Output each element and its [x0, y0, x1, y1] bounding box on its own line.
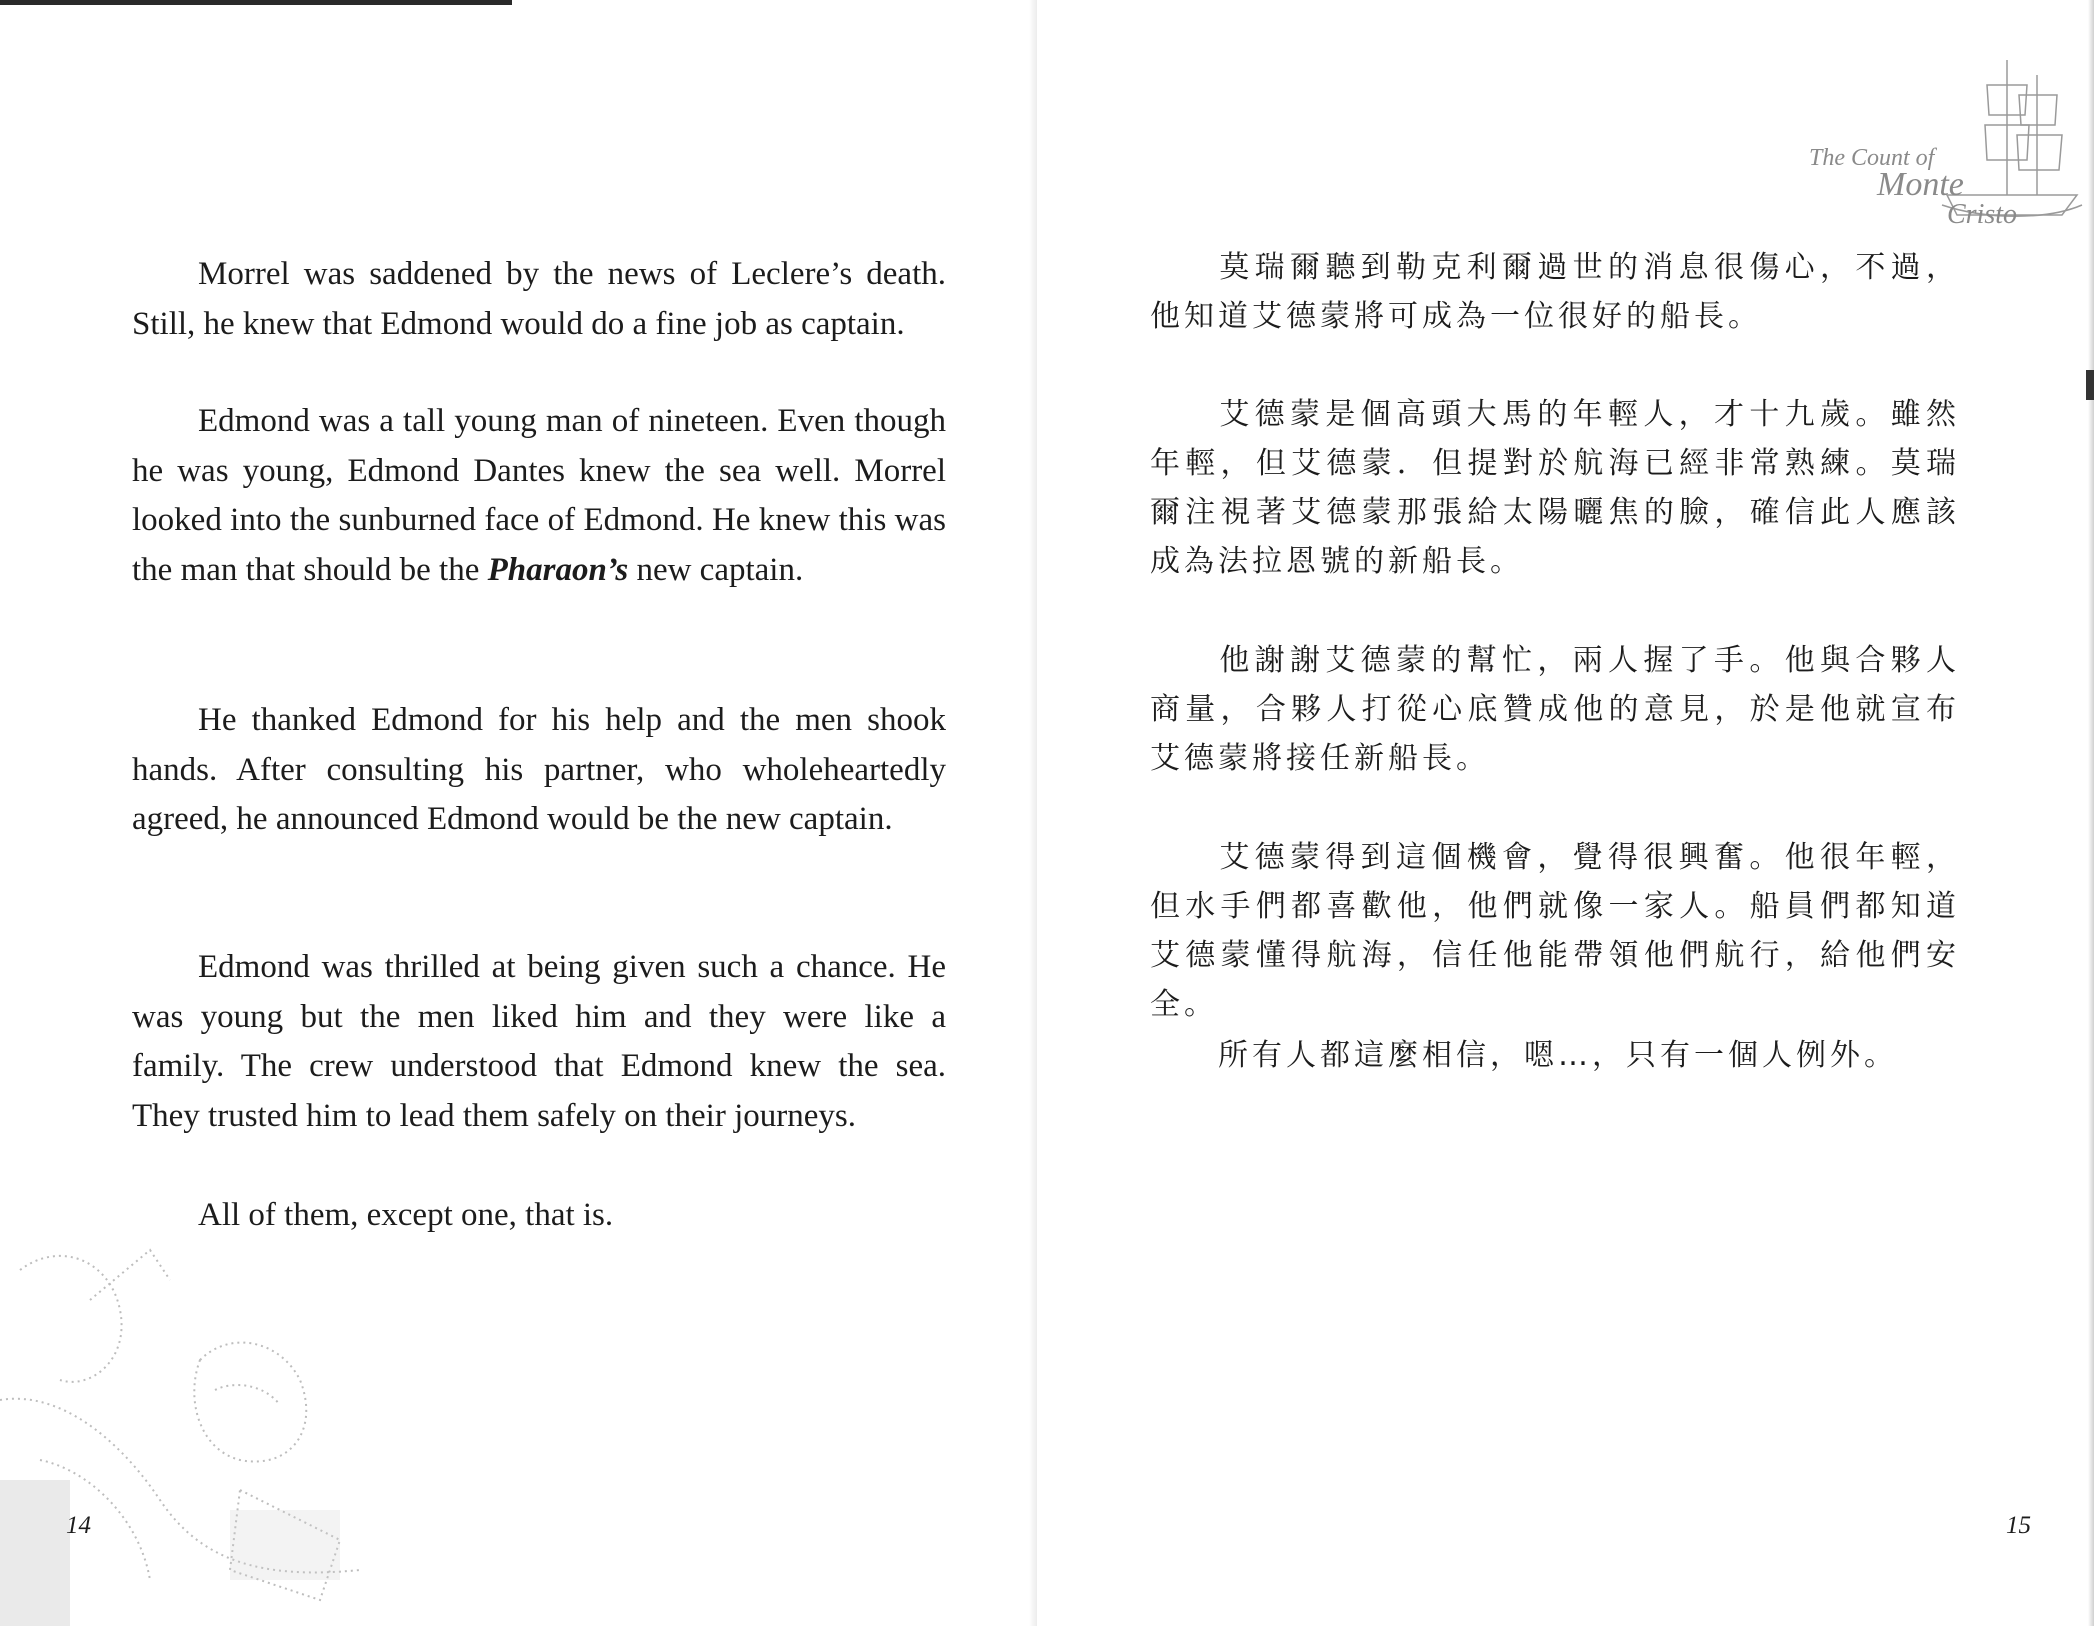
- left-paragraph-3: He thanked Edmond for his help and the men shook hands. After consulting his partner, who wholeheartedly agreed, he announced Edmond would be the new captain.: [132, 702, 946, 837]
- page-number-left: 14: [66, 1512, 91, 1539]
- left-paragraph-2: Edmond was a tall young man of nineteen. Even though he was young, Edmond Dantes knew the sea well. Morrel looked into the sunburned face of Edmond. He knew this was the man that should be the Pharaon’s new captain.: [132, 403, 946, 588]
- left-paragraph-4: Edmond was thrilled at being given such a chance. He was young but the men liked him and they were like a family. The crew understood that Edmond knew the sea. They trusted him to lead them safely on their journeys.: [132, 949, 946, 1134]
- top-rule: [0, 0, 512, 5]
- page-number-right: 15: [2006, 1512, 2031, 1539]
- svg-text:Cristo: Cristo: [1947, 199, 2018, 230]
- left-paragraph-1: Morrel was saddened by the news of Leclere’s death. Still, he knew that Edmond would do a fine job as captain.: [132, 256, 946, 342]
- right-paragraph-3: 他謝謝艾德蒙的幫忙，兩人握了手。他與合夥人商量，合夥人打從心底贊成他的意見，於是他就宣布艾德蒙將接任新船長。: [1150, 643, 1960, 776]
- right-page: [1037, 0, 2094, 1626]
- right-paragraph-2: 艾德蒙是個高頭大馬的年輕人，才十九歲。雖然年輕，但艾德蒙．但提對於航海已經非常熟練。莫瑞爾注視著艾德蒙那張給太陽曬焦的臉，確信此人應該成為法拉恩號的新船長。: [1150, 397, 1960, 579]
- right-paragraph-1: 莫瑞爾聽到勒克利爾過世的消息很傷心，不過，他知道艾德蒙將可成為一位很好的船長。: [1150, 250, 1960, 334]
- left-page: [0, 0, 1037, 1626]
- svg-text:Monte: Monte: [1877, 166, 1964, 203]
- ship-name: Pharaon’s: [487, 551, 629, 588]
- page-edge-shadow: [2088, 0, 2094, 1626]
- right-paragraph-4: 艾德蒙得到這個機會，覺得很興奮。他很年輕，但水手們都喜歡他，他們就像一家人。船員們都知道艾德蒙懂得航海，信任他能帶領他們航行，給他們安全。: [1150, 840, 1960, 1022]
- series-logo: [1757, 55, 2087, 230]
- page-edge-mark: [2086, 370, 2094, 400]
- right-paragraph-5: 所有人都這麼相信，嗯…，只有一個人例外。: [1218, 1038, 1898, 1073]
- sailing-ship-illustration: [1757, 55, 2087, 230]
- pirate-sketch-illustration: [0, 1240, 380, 1626]
- svg-text:The Count of: The Count of: [1809, 145, 1935, 171]
- left-paragraph-5: All of them, except one, that is.: [198, 1197, 614, 1233]
